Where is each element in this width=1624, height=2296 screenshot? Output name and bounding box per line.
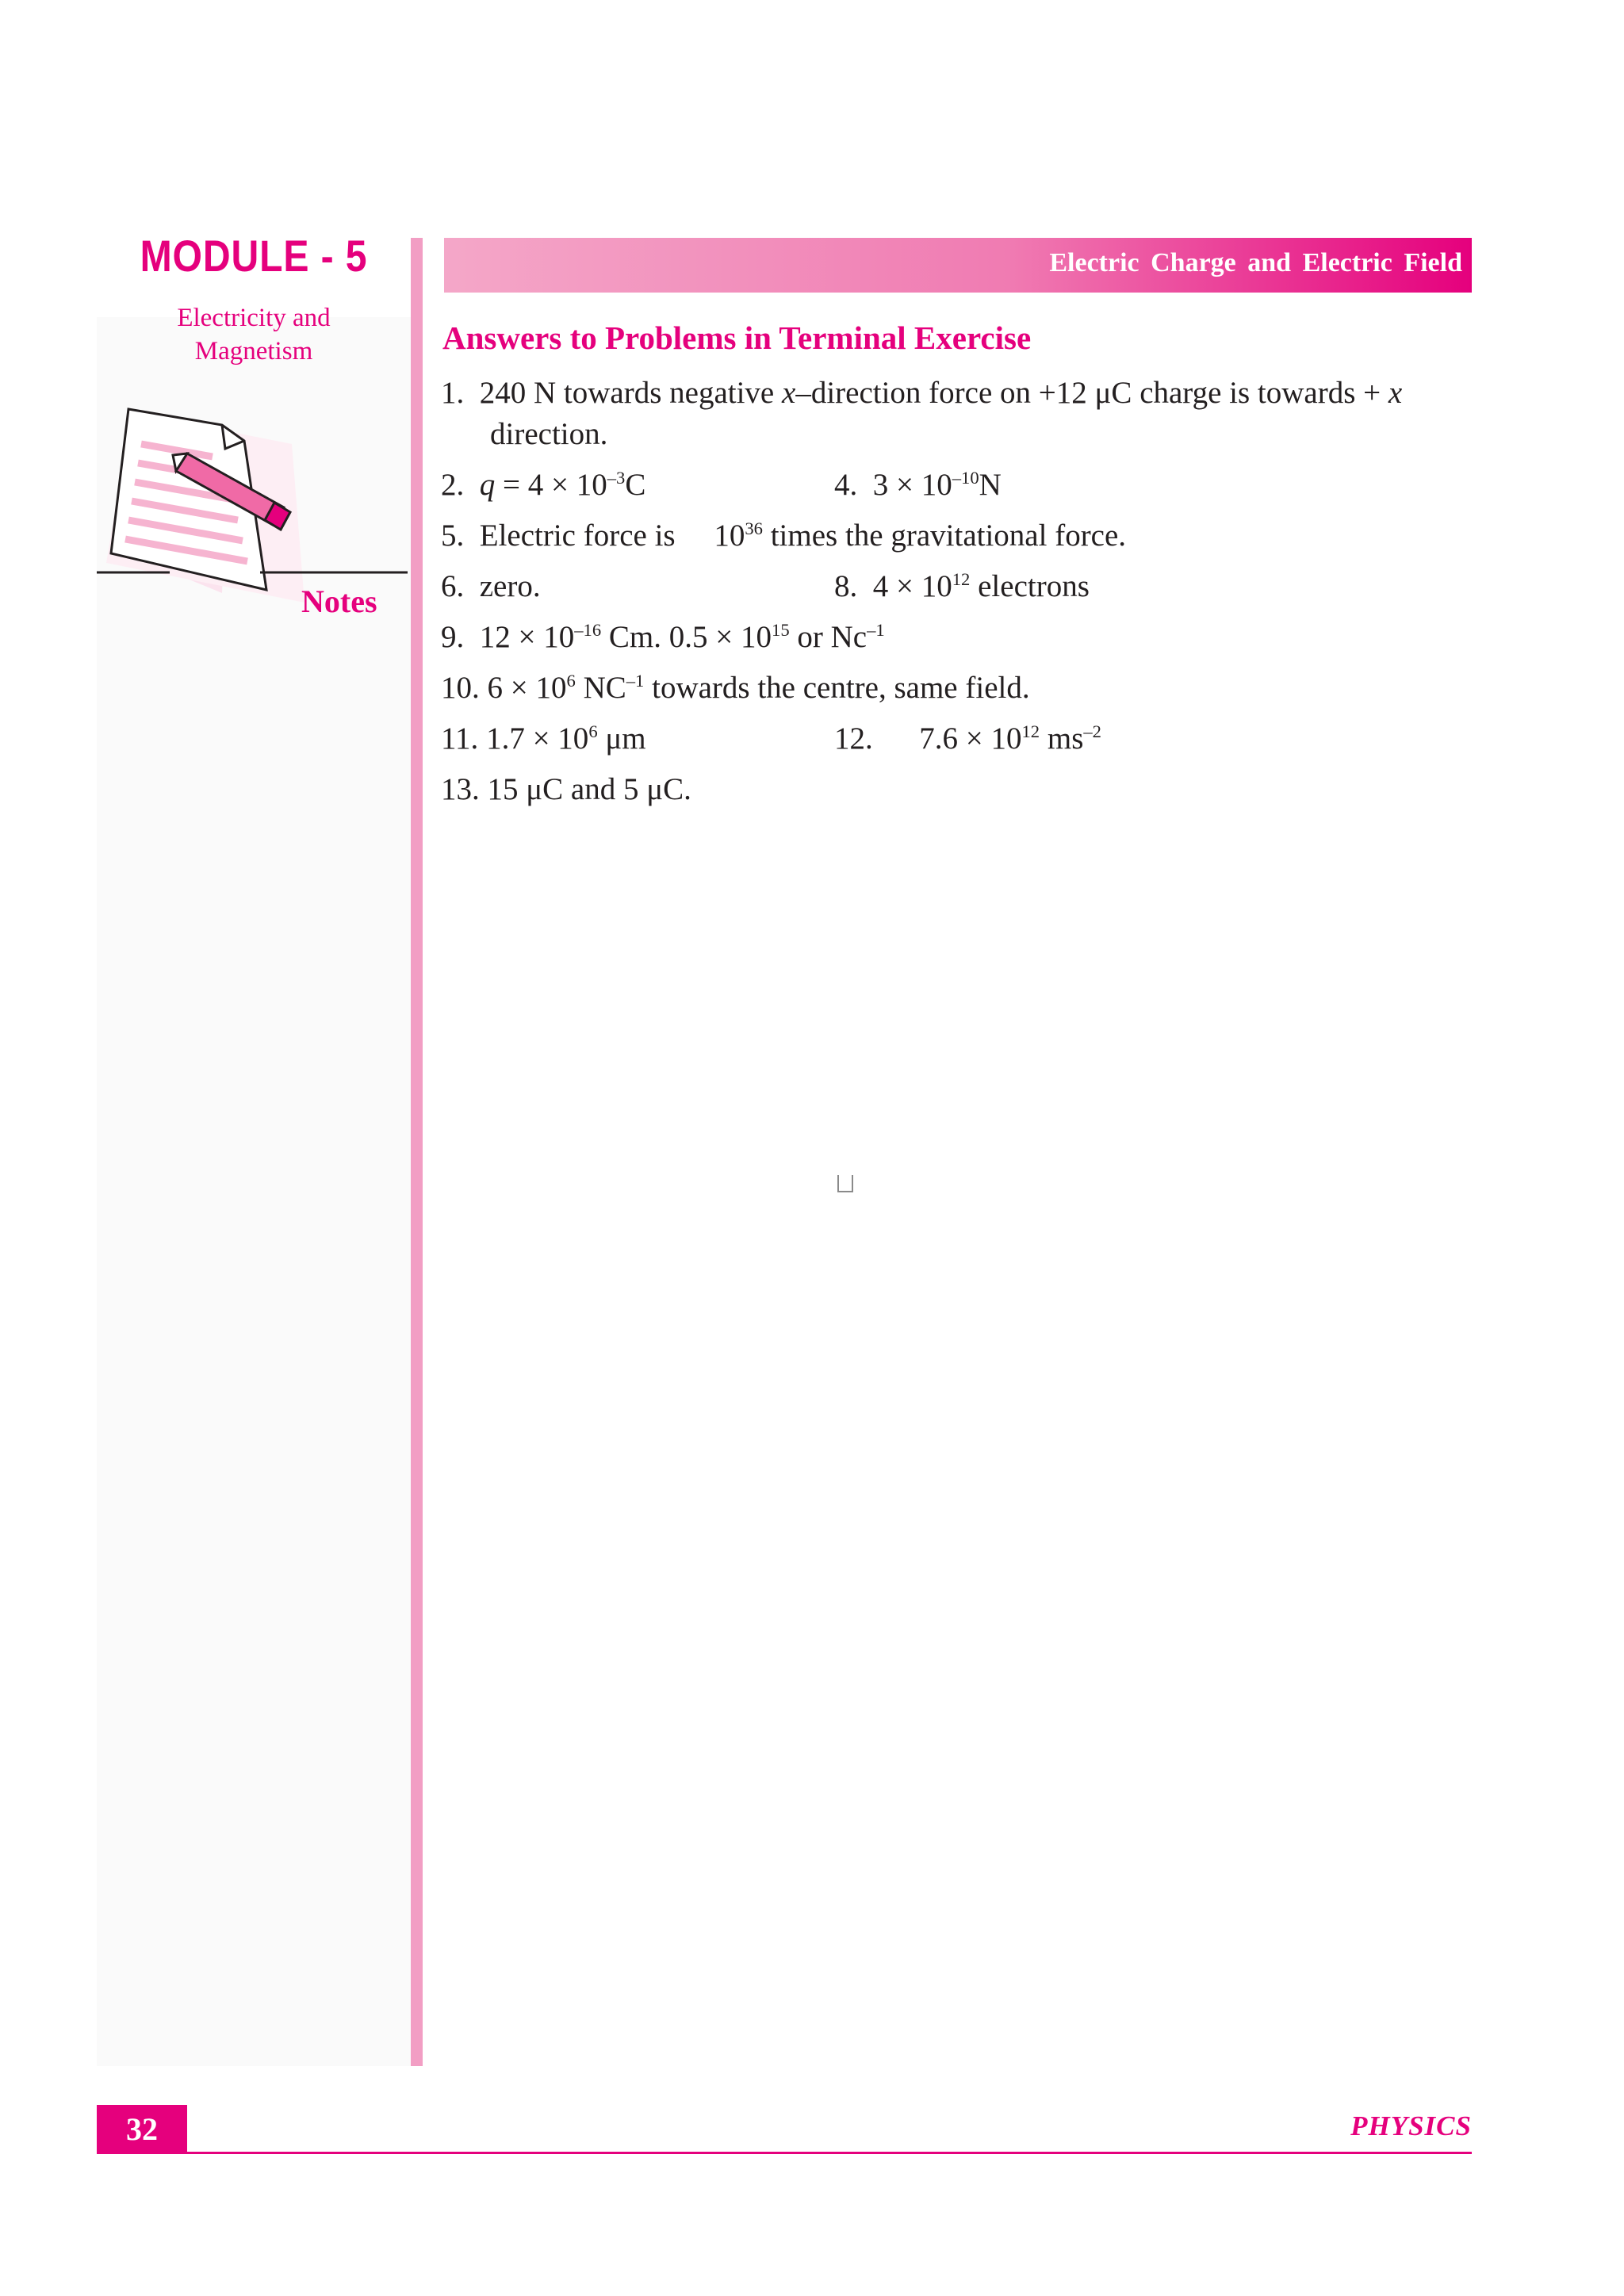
answer-9: 9. $12 \times 10^{-16}$ Cm. $0.5 \times 10^{15}$ or $Nc^{-1}$ xyxy=(441,619,885,654)
answer-8: 8. $4 \times 10^{12}$ electrons xyxy=(834,568,1090,603)
section-title: Answers to Problems in Terminal Exercise xyxy=(442,320,1032,356)
module-subtitle xyxy=(119,301,389,368)
chapter-title: Electric Charge and Electric Field xyxy=(1049,248,1462,277)
answer-4: 4. $3 \times 10^{-10}N$ xyxy=(834,467,1002,502)
answer-6: 6. zero. xyxy=(441,569,541,603)
missing-glyph-mark xyxy=(837,1175,853,1192)
answer-11: 11. $1.7 \times 10^6$ μm xyxy=(441,721,646,756)
module-subtitle-line2: Magnetism xyxy=(194,337,313,365)
answer-5: 5. Electric force is $10^{36}$ times the gravitational force. xyxy=(441,518,1127,553)
margin-divider-bar xyxy=(411,238,423,2066)
notepad-pencil-icon xyxy=(94,404,411,610)
chapter-header-band xyxy=(444,238,1472,293)
module-title: MODULE - 5 xyxy=(140,231,368,281)
answer-1: 1. 240 N towards negative x–direction force on +12 μC charge is towards + x xyxy=(441,376,1403,410)
notes-label: Notes xyxy=(301,584,377,619)
footer-subject: PHYSICS xyxy=(1350,2110,1472,2141)
answer-2: 2. $q = 4 \times 10^{-3}C$ xyxy=(441,467,646,502)
answer-13: 13. 15 μC and 5 μC. xyxy=(441,772,691,806)
answer-1-continuation: direction. xyxy=(490,417,608,451)
footer-rule xyxy=(97,2152,1472,2154)
answer-10: 10. $6 \times 10^6$ $NC^{-1}$ towards the centre, same field. xyxy=(441,670,1030,705)
page-number: 32 xyxy=(97,2105,187,2154)
answer-12: 12. $7.6 \times 10^{12}$ $ms^{-2}$ xyxy=(834,721,1101,756)
module-subtitle-line1: Electricity and xyxy=(177,304,331,332)
